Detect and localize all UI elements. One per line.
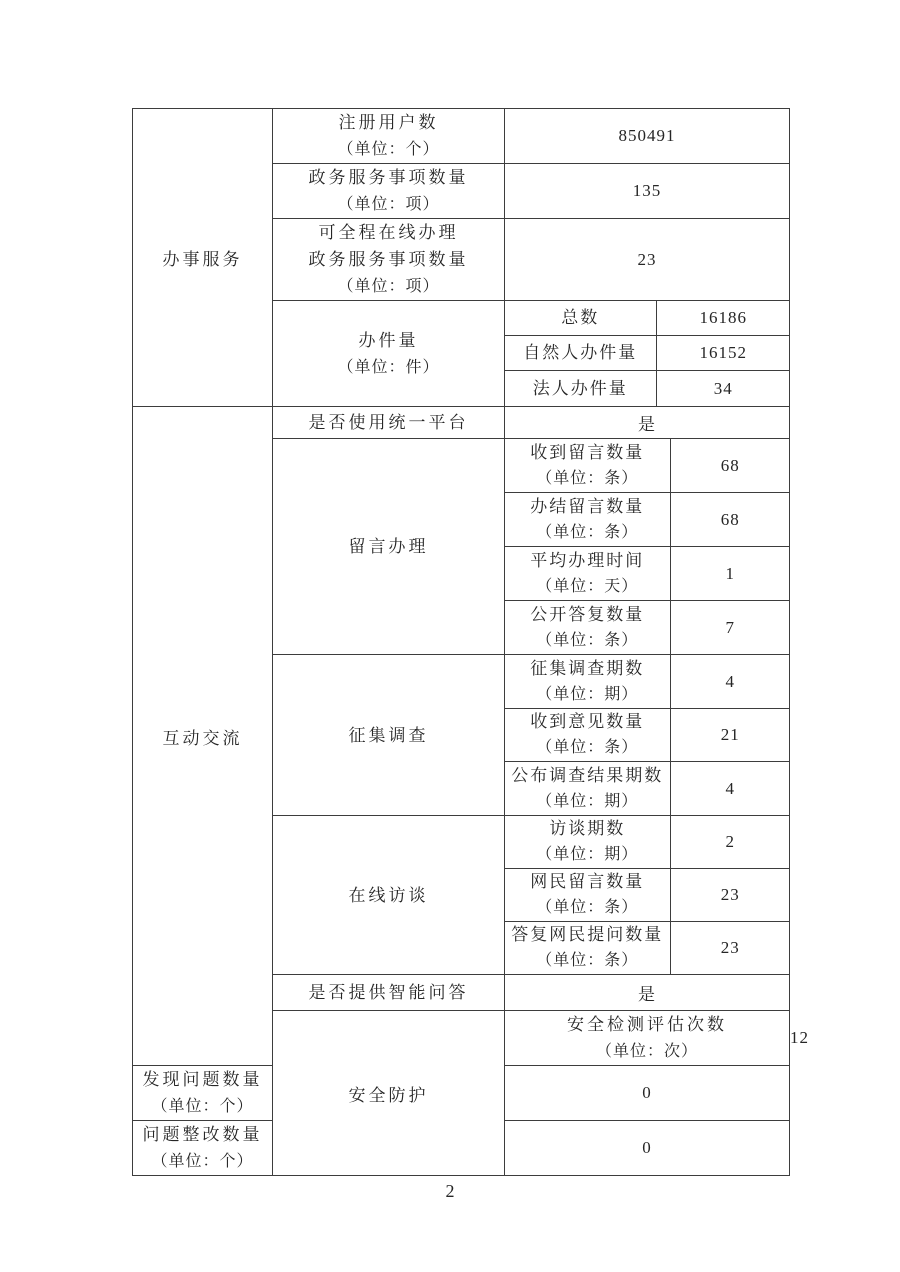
item-label: 办件量 bbox=[358, 330, 419, 350]
value-group-cell bbox=[505, 301, 790, 407]
sub-item-value: 4 bbox=[670, 762, 790, 816]
sub-label-text: 公布调查结果期数 bbox=[511, 765, 664, 785]
item-label: 留言办理 bbox=[348, 537, 429, 556]
sub-row bbox=[505, 762, 790, 816]
sub-row bbox=[505, 601, 790, 655]
category-label: 办事服务 bbox=[162, 250, 243, 269]
item-label: 征集调查 bbox=[348, 725, 429, 745]
item-label: 政务服务事项数量 bbox=[308, 168, 469, 187]
sub-unit-text: （单位：期） bbox=[536, 846, 639, 863]
sub-unit-text: （单位：条） bbox=[536, 952, 639, 969]
value-group-cell bbox=[505, 655, 790, 816]
item-cell-message-handling bbox=[273, 439, 505, 655]
message-handling-subtable bbox=[505, 439, 790, 654]
page-number: 2 bbox=[445, 1181, 455, 1201]
value-group-cell bbox=[505, 816, 790, 975]
sub-item-label bbox=[505, 371, 656, 407]
sub-unit-text: （单位：期） bbox=[536, 792, 639, 810]
table-row bbox=[133, 109, 790, 164]
sub-row bbox=[505, 709, 790, 762]
sub-item-label bbox=[505, 301, 656, 336]
sub-label-text: 公开答复数量 bbox=[530, 604, 645, 624]
sub-item-label bbox=[505, 816, 670, 869]
sub-unit-text: （单位：条） bbox=[536, 899, 639, 916]
sub-item-label bbox=[505, 601, 670, 655]
survey-subtable bbox=[505, 655, 790, 815]
sub-item-value: 16186 bbox=[656, 301, 790, 336]
sub-item-value: 34 bbox=[656, 371, 790, 407]
item-unit: （单位：次） bbox=[595, 1043, 698, 1060]
table-row: 安全防护 安全检测评估次数 （单位：次） 12 bbox=[133, 1011, 790, 1066]
sub-label-text: 总数 bbox=[561, 308, 600, 327]
item-unit: （单位：项） bbox=[337, 196, 440, 213]
sub-item-label bbox=[505, 762, 670, 816]
category-label: 互动交流 bbox=[162, 728, 243, 748]
sub-row bbox=[505, 336, 790, 371]
item-label: 是否使用统一平台 bbox=[308, 413, 469, 432]
item-cell-problems-fixed bbox=[133, 1121, 273, 1176]
table-row bbox=[133, 407, 790, 439]
sub-row bbox=[505, 816, 790, 869]
item-cell-online-service-items bbox=[273, 219, 505, 301]
sub-item-label bbox=[505, 439, 670, 493]
sub-item-label bbox=[505, 493, 670, 547]
sub-unit-text: （单位：条） bbox=[536, 469, 639, 487]
item-label: 在线访谈 bbox=[348, 885, 429, 905]
sub-item-label bbox=[505, 655, 670, 709]
item-cell-registered-users bbox=[273, 109, 505, 164]
item-unit: （单位：个） bbox=[151, 1153, 254, 1170]
item-label: 问题整改数量 bbox=[142, 1125, 263, 1144]
item-cell-unified-platform bbox=[273, 407, 505, 439]
sub-unit-text: （单位：期） bbox=[536, 685, 639, 703]
item-unit: （单位：个） bbox=[337, 141, 440, 158]
sub-label-text: 自然人办件量 bbox=[523, 343, 638, 362]
item-unit: （单位：项） bbox=[337, 278, 440, 295]
item-label: 注册用户数 bbox=[338, 113, 439, 132]
sub-label-text: 收到留言数量 bbox=[530, 442, 645, 462]
item-value: 135 bbox=[505, 164, 790, 219]
category-cell-interaction bbox=[133, 407, 273, 1066]
item-cell-service-items bbox=[273, 164, 505, 219]
sub-item-value: 7 bbox=[670, 601, 790, 655]
item-label-line2: 政务服务事项数量 bbox=[308, 250, 469, 269]
item-label: 安全检测评估次数 bbox=[567, 1015, 727, 1034]
sub-item-value: 23 bbox=[670, 869, 790, 922]
sub-row bbox=[505, 922, 790, 975]
sub-label-text: 征集调查期数 bbox=[530, 658, 645, 678]
sub-item-value: 2 bbox=[670, 816, 790, 869]
sub-label-text: 收到意见数量 bbox=[530, 712, 645, 731]
category-cell-security bbox=[273, 1011, 505, 1176]
item-cell-survey bbox=[273, 655, 505, 816]
value-group-cell bbox=[505, 439, 790, 655]
sub-item-value: 68 bbox=[670, 493, 790, 547]
sub-label-text: 网民留言数量 bbox=[530, 872, 645, 891]
sub-item-label bbox=[505, 709, 670, 762]
sub-unit-text: （单位：条） bbox=[536, 739, 639, 756]
sub-item-label bbox=[505, 869, 670, 922]
item-cell-smart-qa bbox=[273, 975, 505, 1011]
sub-item-value: 21 bbox=[670, 709, 790, 762]
sub-item-value: 16152 bbox=[656, 336, 790, 371]
item-cell-online-interview bbox=[273, 816, 505, 975]
sub-row bbox=[505, 301, 790, 336]
item-value: 23 bbox=[505, 219, 790, 301]
sub-unit-text: （单位：条） bbox=[536, 523, 639, 541]
item-unit: （单位：件） bbox=[337, 358, 440, 376]
sub-item-label bbox=[505, 336, 656, 371]
item-label: 发现问题数量 bbox=[142, 1070, 263, 1089]
item-label-line1: 可全程在线办理 bbox=[318, 223, 459, 242]
category-cell-services bbox=[133, 109, 273, 407]
sub-unit-text: （单位：天） bbox=[536, 577, 639, 595]
sub-label-text: 法人办件量 bbox=[532, 378, 628, 398]
sub-row bbox=[505, 547, 790, 601]
sub-label-text: 答复网民提问数量 bbox=[511, 925, 664, 944]
item-cell-problems-found bbox=[133, 1066, 273, 1121]
sub-row bbox=[505, 655, 790, 709]
item-cell-security-checks bbox=[505, 1011, 790, 1066]
sub-row bbox=[505, 869, 790, 922]
sub-row bbox=[505, 371, 790, 407]
sub-unit-text: （单位：条） bbox=[536, 631, 639, 649]
item-unit: （单位：个） bbox=[151, 1098, 254, 1115]
item-value: 0 bbox=[505, 1066, 790, 1121]
item-label: 是否提供智能问答 bbox=[308, 983, 469, 1002]
website-report-table bbox=[132, 108, 809, 1176]
sub-item-value: 23 bbox=[670, 922, 790, 975]
item-value: 850491 bbox=[505, 109, 790, 164]
sub-item-value: 68 bbox=[670, 439, 790, 493]
sub-item-label bbox=[505, 547, 670, 601]
sub-item-value: 1 bbox=[670, 547, 790, 601]
item-cell-case-volume bbox=[273, 301, 505, 407]
sub-item-value: 4 bbox=[670, 655, 790, 709]
sub-row bbox=[505, 493, 790, 547]
item-value: 是 bbox=[505, 975, 790, 1011]
interview-subtable bbox=[505, 816, 790, 974]
item-value: 0 bbox=[505, 1121, 790, 1176]
sub-label-text: 平均办理时间 bbox=[530, 550, 645, 570]
case-volume-subtable bbox=[505, 301, 790, 406]
sub-label-text: 办结留言数量 bbox=[530, 496, 645, 516]
sub-item-label bbox=[505, 922, 670, 975]
sub-label-text: 访谈期数 bbox=[549, 819, 626, 838]
sub-row bbox=[505, 439, 790, 493]
item-value: 是 bbox=[505, 407, 790, 439]
category-label: 安全防护 bbox=[348, 1085, 429, 1105]
